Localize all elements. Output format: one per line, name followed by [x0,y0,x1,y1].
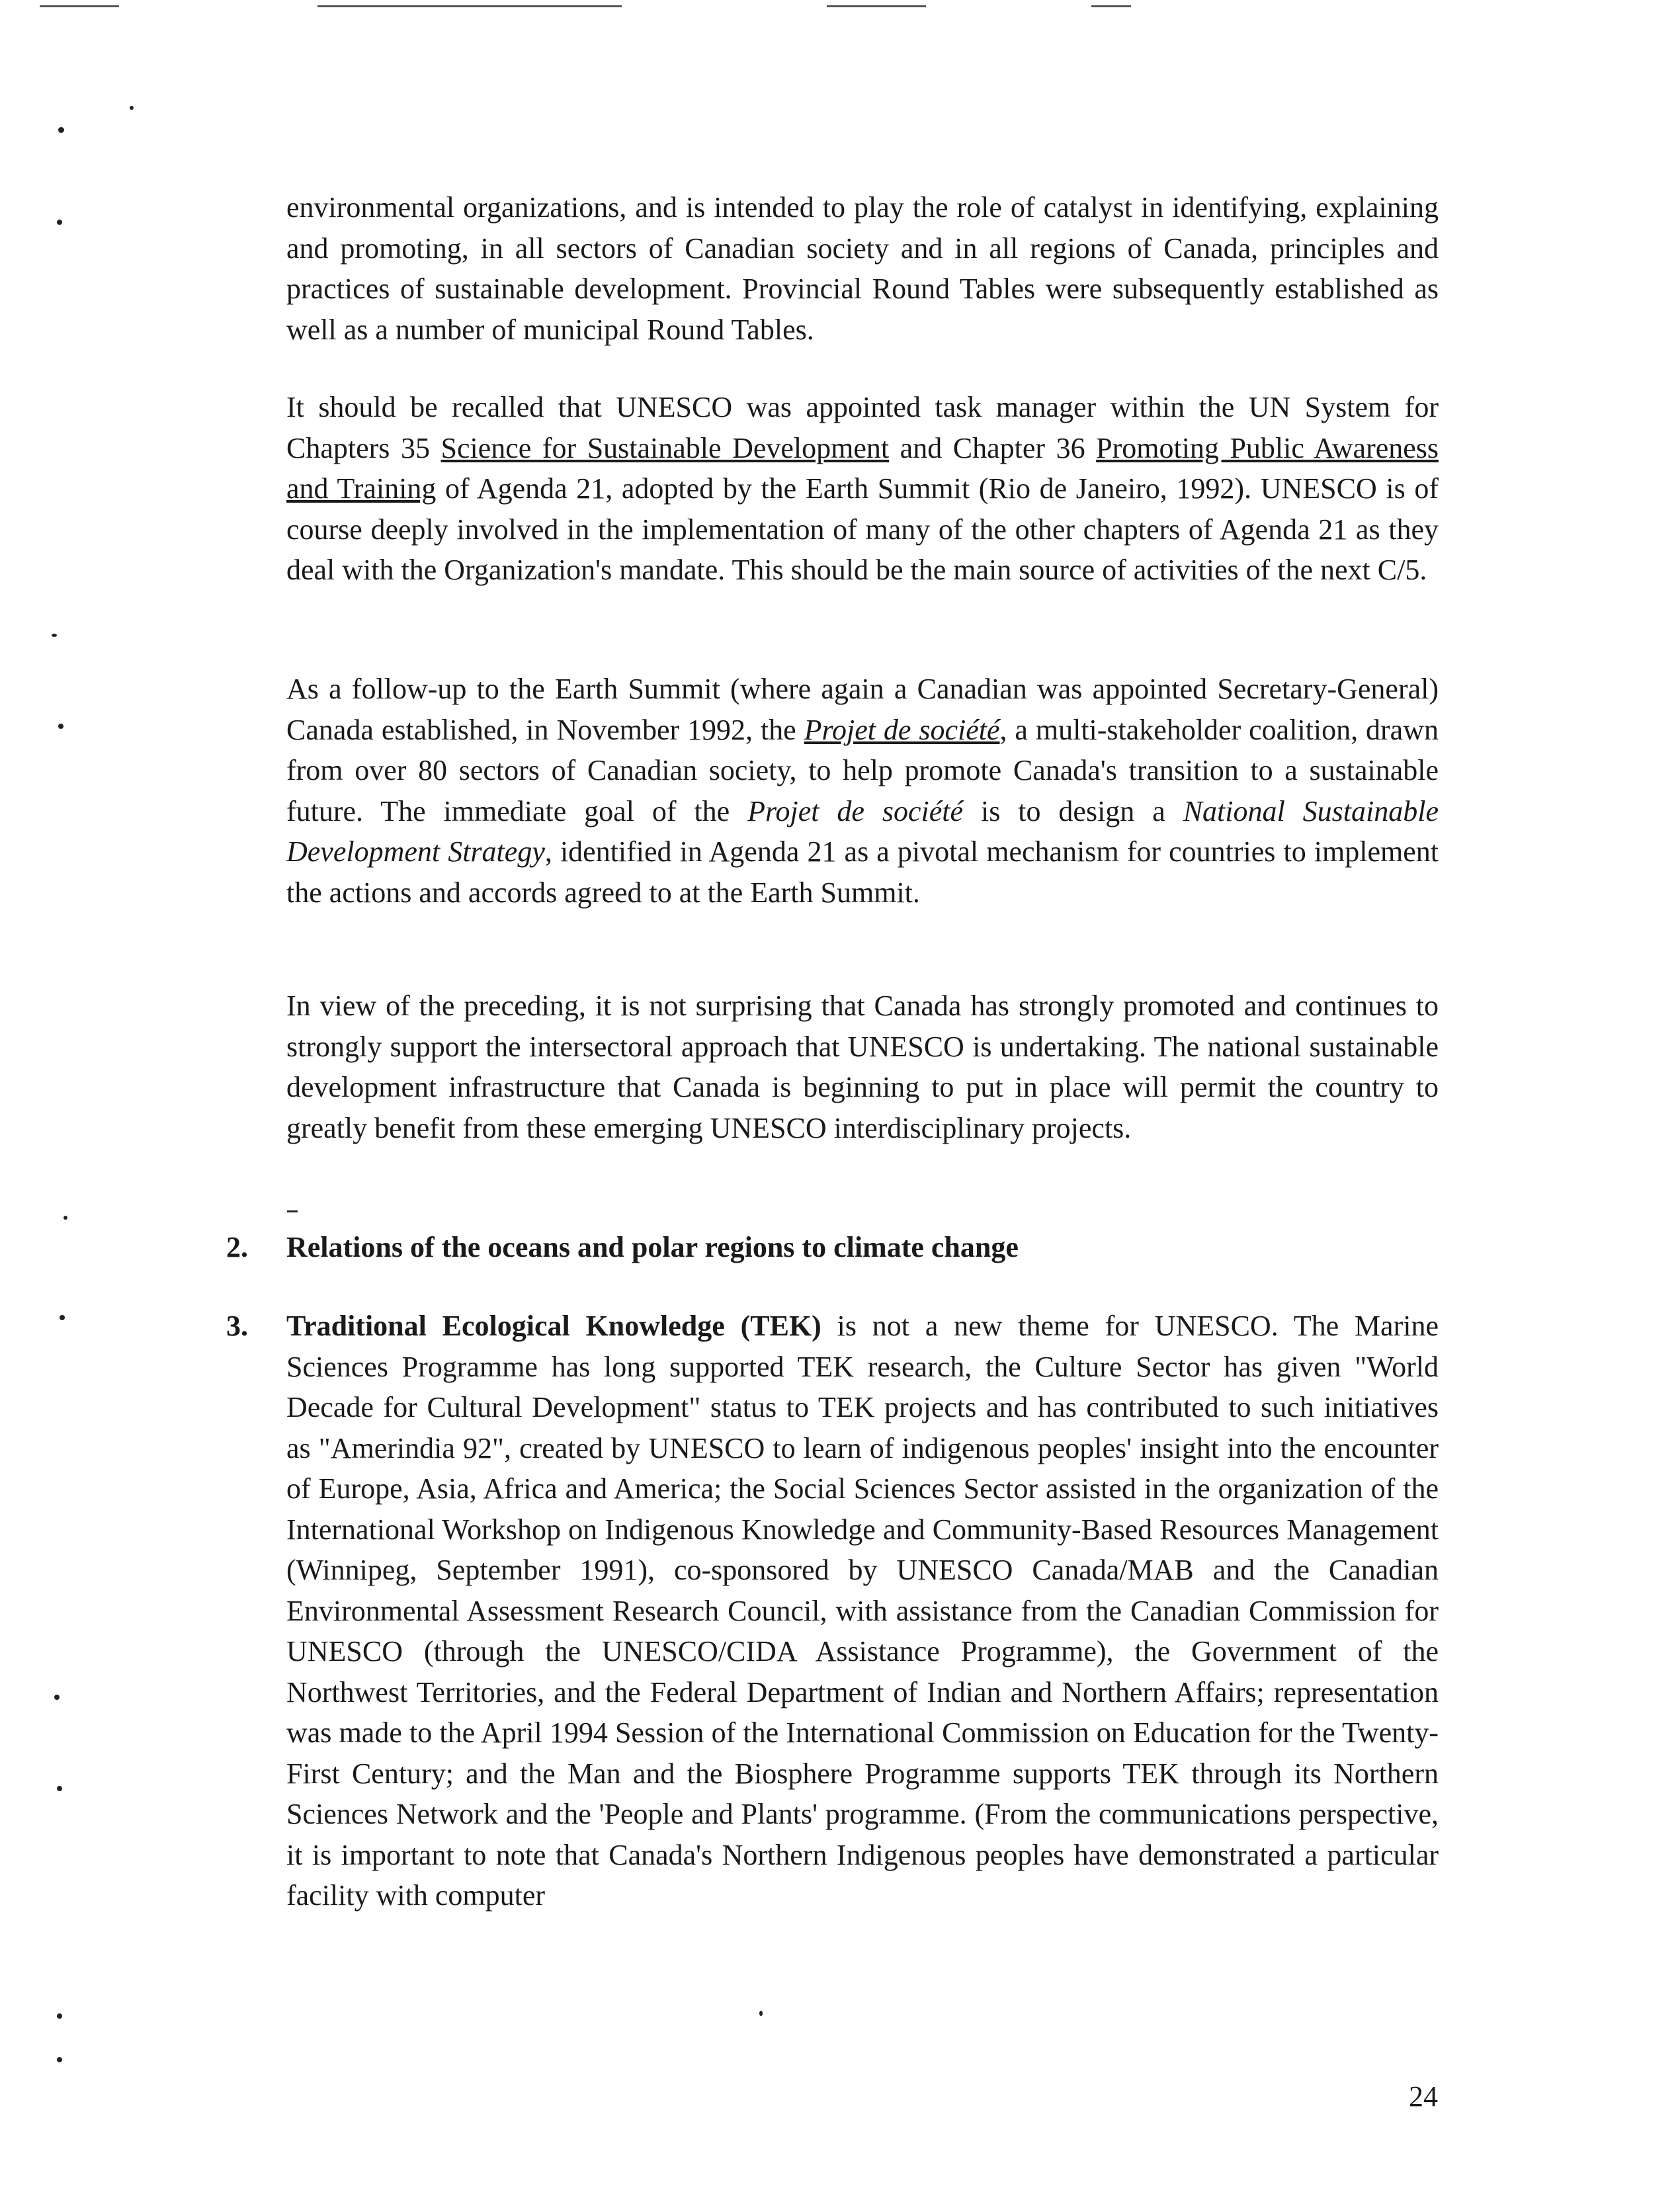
scan-artifact-speck [57,2057,62,2062]
underlined-chapter-title: Science for Sustainable Development [441,431,890,464]
scan-artifact-speck [54,1695,60,1700]
scan-artifact-speck [287,1210,298,1212]
paragraph-round-tables [286,187,1439,350]
scan-artifact-top-line [1091,5,1131,7]
paragraph-unesco-task-manager [286,387,1439,591]
scan-artifact-top-line [827,5,926,7]
text-run: , identified in Agenda 21 as a pivotal mechanism for countries to implement the actions and accords agreed to at the Earth Summit. [286,835,1439,909]
list-text: is not a new theme for UNESCO. The Marine Sciences Programme has long supported TEK research, the Culture Sector has given "World Decade for Cultural Development" status to TEK projects and has contributed to such initiatives as "Amerindia 92", created by UNESCO to learn of indigenous peoples' insight into the encounter of Europe, Asia, Africa and America; the Social Sciences Sector assisted in the organization of the International Workshop on Indigenous Knowledge and Community-Based Resources Management (Winnipeg, September 1991), co-sponsored by UNESCO Canada/MAB and the Canadian Environmental Assessment Research Council, with assistance from the Canadian Commission for UNESCO (through the UNESCO/CIDA Assistance Programme), the Government of the Northwest Territories, and the Federal Department of Indian and Northern Affairs; representation was made to the April 1994 Session of the International Commission on Education for the Twenty-First Century; and the Man and the Biosphere Programme supports TEK through its Northern Sciences Network and the 'People and Plants' programme. (From the communications perspective, it is important to note that Canada's Northern Indigenous peoples have demonstrated a particular facility with computer [286,1310,1439,1912]
italic-term: Projet de société [747,794,964,827]
scan-artifact-speck [759,2011,763,2016]
scan-artifact-speck [57,2013,62,2019]
paragraph-projet-de-societe [286,669,1439,913]
scan-artifact-speck [57,1786,62,1791]
scan-artifact-speck [130,106,134,110]
scan-artifact-speck [58,724,63,729]
scan-artifact-top-line [40,5,119,7]
list-heading: Traditional Ecological Knowledge (TEK) [286,1310,821,1342]
paragraph-text [286,387,1439,591]
text-run: As a follow-up to the Earth Summit (where again a Canadian was appointed Secretary-General) Canada established, in November 1992, the [286,673,1439,746]
paragraph-text [286,669,1439,913]
scan-artifact-speck [57,220,62,225]
scan-artifact-speck [52,634,57,637]
paragraph-intersectoral-approach [286,986,1439,1148]
text-run: It should be recalled that UNESCO was appointed task manager within the UN System for Chapters 35 [286,391,1439,464]
list-heading: Relations of the oceans and polar regions to climate change [286,1231,1019,1263]
list-number: 3. [226,1310,248,1342]
scan-artifact-speck [60,1315,65,1320]
list-body [286,1306,1439,1916]
text-run: of Agenda 21, adopted by the Earth Summit (Rio de Janeiro, 1992). UNESCO is of course deeply involved in the implementation of many of the other chapters of Agenda 21 as they deal with the Organization's mandate. This should be the main source of activities of the next C/5. [286,472,1439,586]
italic-underlined-term: Projet de société [804,713,1000,746]
scan-artifact-speck [58,127,64,133]
text-run: is to design a [963,794,1183,827]
list-item-tek [226,1306,1439,1916]
paragraph-text: In view of the preceding, it is not surprising that Canada has strongly promoted and continues to strongly support the intersectoral approach that UNESCO is undertaking. The national sustainable development infrastructure that Canada is beginning to put in place will permit the country to greatly benefit from these emerging UNESCO interdisciplinary projects. [286,990,1439,1144]
scan-artifact-top-line [317,5,622,7]
paragraph-text: environmental organizations, and is intended to play the role of catalyst in identifying, explaining and promoting, in all sectors of Canadian society and in all regions of Canada, principles and practices of sustainable development. Provincial Round Tables were subsequently established as well as a number of municipal Round Tables. [286,191,1439,346]
list-item-oceans-polar [226,1227,1439,1268]
list-number: 2. [226,1231,248,1263]
underlined-chapter-title: Promoting Public Awareness and Training [286,431,1439,505]
text-run: , a multi-stakeholder coalition, drawn from over 80 sectors of Canadian society, to help promote Canada's transition to a sustainable future. The immediate goal of the [286,713,1439,827]
scan-artifact-speck [63,1216,67,1220]
page-number: 24 [1409,2080,1438,2113]
italic-term: National Sustainable Development Strategy [286,794,1439,868]
text-run: and Chapter 36 [889,431,1097,464]
